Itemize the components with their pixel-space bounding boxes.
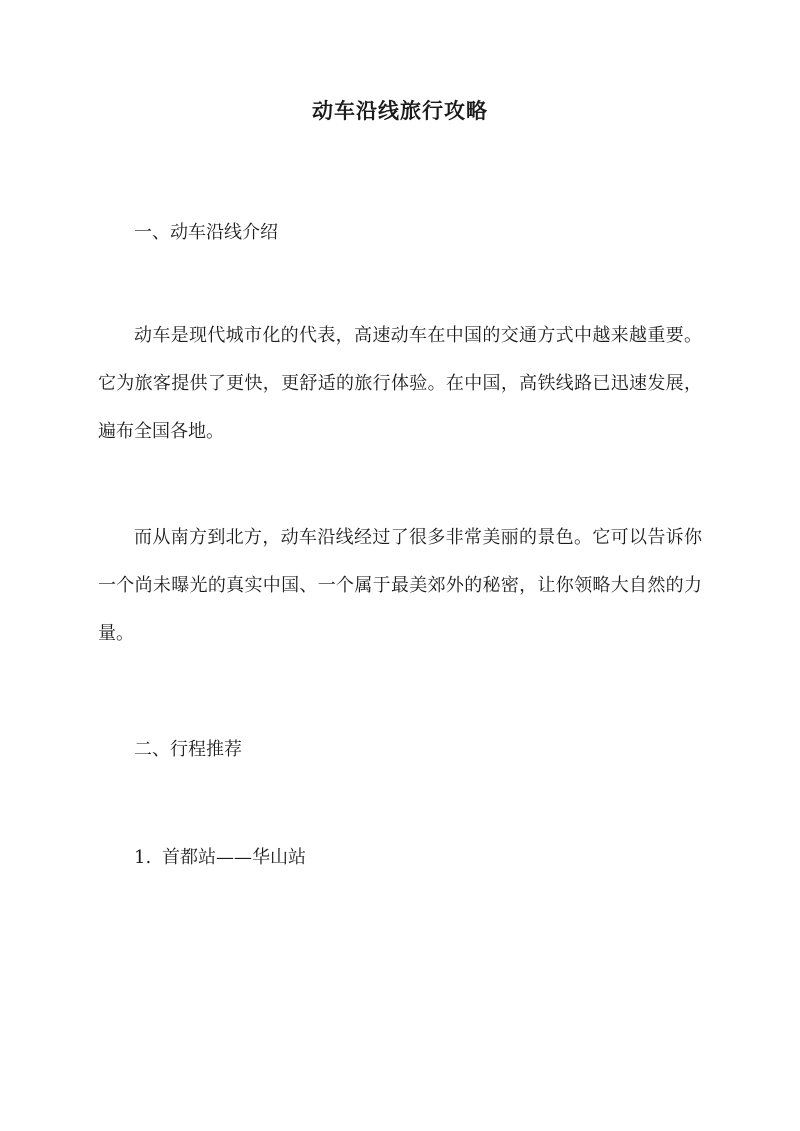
list-item-number: 1. (134, 847, 152, 868)
section-heading-intro: 一、动车沿线介绍 (134, 222, 278, 243)
list-item-text: 首都站——华山站 (162, 847, 306, 868)
document-title: 动车沿线旅行攻略 (312, 98, 488, 123)
section-heading-itinerary: 二、行程推荐 (134, 739, 242, 760)
paragraph-intro-1: 动车是现代城市化的代表，高速动车在中国的交通方式中越来越重要。它为旅客提供了更快，更舒适的旅行体验。在中国，高铁线路已迅速发展，遍布全国各地。 (98, 325, 702, 442)
list-item (134, 843, 306, 869)
paragraph-intro-2: 而从南方到北方，动车沿线经过了很多非常美丽的景色。它可以告诉你一个尚未曝光的真实中国、一个属于最美郊外的秘密，让你领略大自然的力量。 (98, 527, 702, 644)
